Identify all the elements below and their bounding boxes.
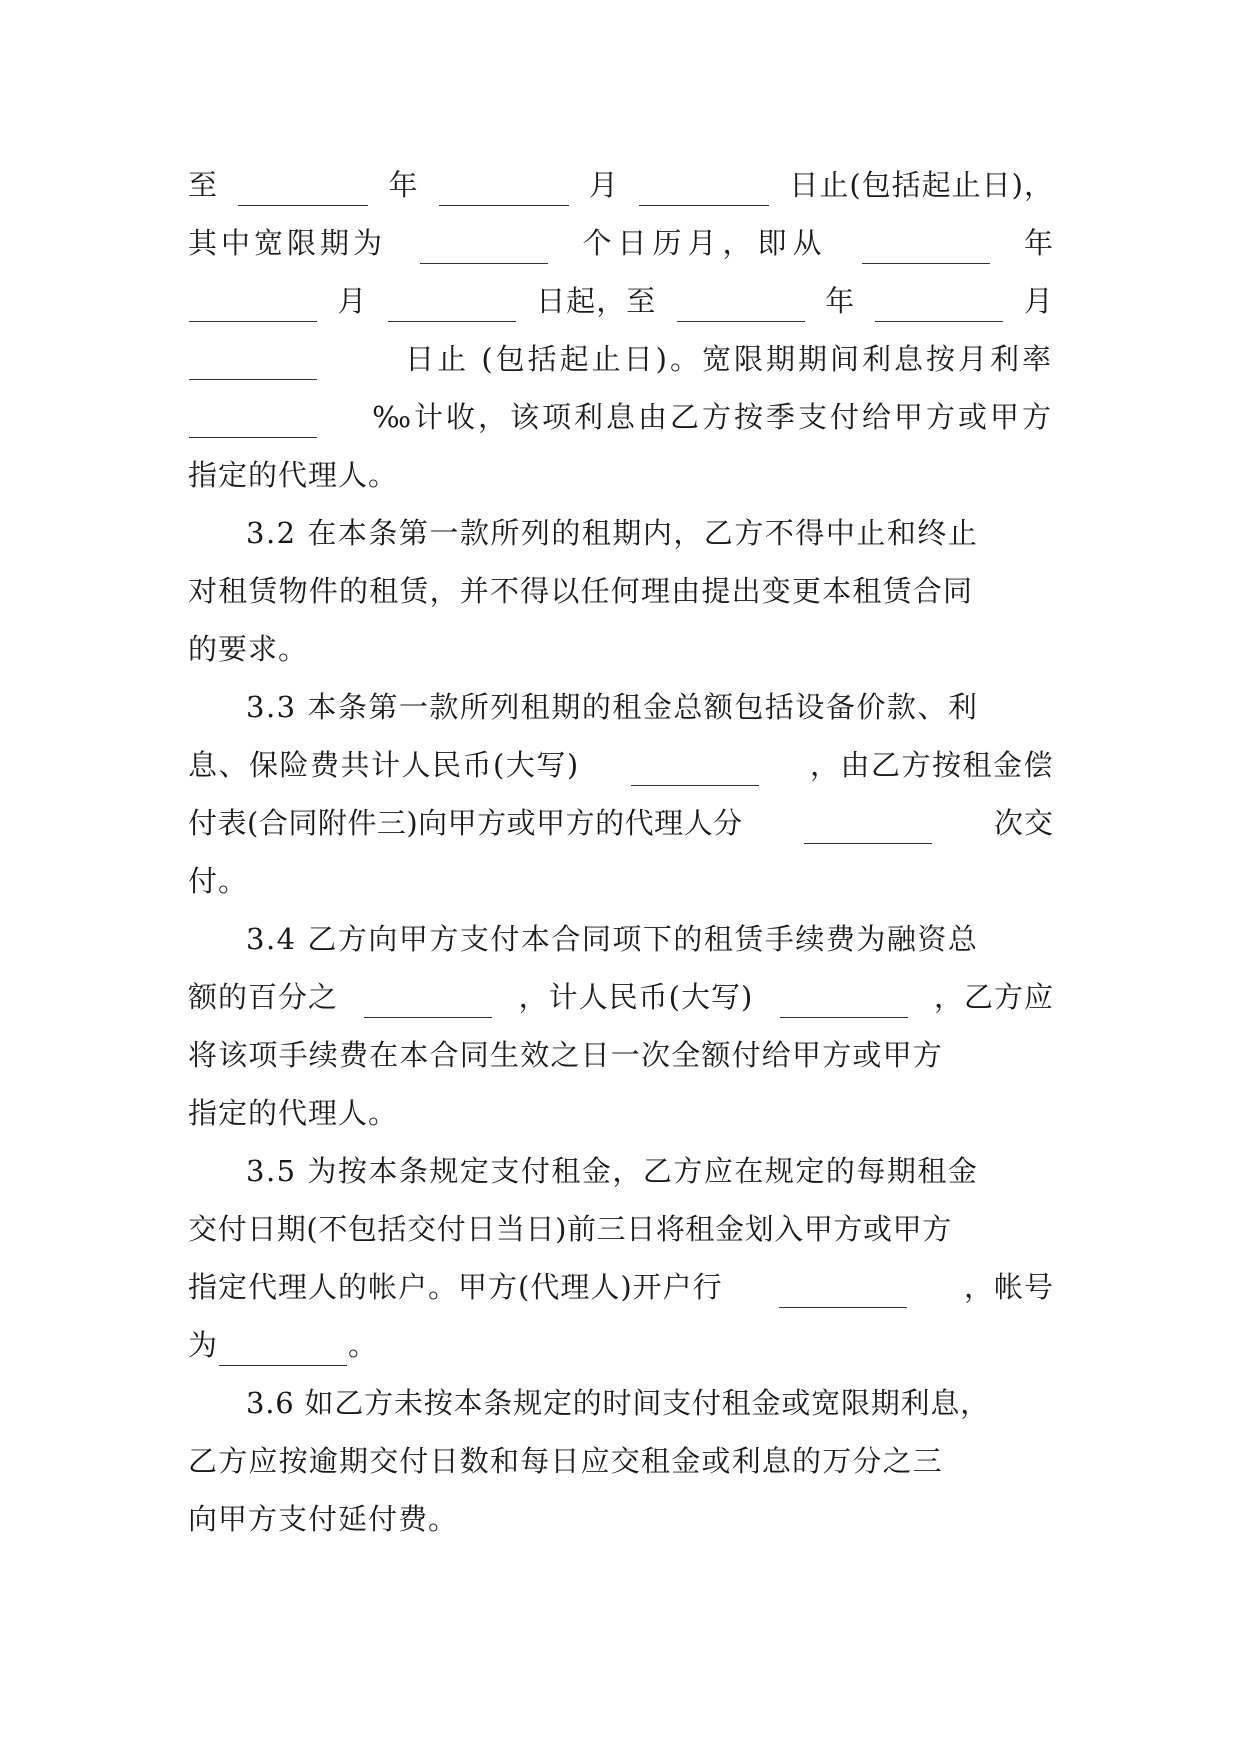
fill-in-blank[interactable] — [189, 351, 317, 380]
text-segment: 付表(合同附件三)向甲方或甲方的代理人分 — [188, 806, 743, 840]
text-line — [188, 910, 1054, 968]
text-segment: 为 — [188, 1328, 219, 1362]
text-segment: 日止(包括起止日)， — [789, 168, 1054, 202]
text-line — [188, 330, 1054, 388]
text-line — [188, 1432, 1054, 1490]
text-segment: ，帐号 — [963, 1270, 1054, 1304]
text-line — [188, 446, 1054, 504]
text-segment: 月 — [1023, 284, 1054, 318]
text-segment: 将该项手续费在本合同生效之日一次全额付给甲方或甲方 — [188, 1038, 944, 1072]
text-segment: 交付日期(不包括交付日当日)前三日将租金划入甲方或甲方 — [188, 1212, 952, 1246]
text-line — [188, 852, 1054, 910]
fill-in-blank[interactable] — [364, 989, 492, 1018]
text-line — [188, 1258, 1054, 1316]
fill-in-blank[interactable] — [804, 815, 932, 844]
text-line — [188, 1084, 1054, 1142]
clause-3-6-text: 3.6 如乙方未按本条规定的时间支付租金或宽限期利息， — [246, 1386, 990, 1420]
text-segment: 付。 — [188, 864, 249, 898]
text-line — [188, 504, 1054, 562]
text-line — [188, 1374, 1054, 1432]
text-segment: 其中宽限期为 — [188, 226, 387, 260]
text-segment: 指定代理人的帐户。甲方(代理人)开户行 — [188, 1270, 723, 1304]
text-segment: 额的百分之 — [188, 980, 339, 1014]
text-segment: 指定的代理人。 — [188, 458, 399, 492]
fill-in-blank[interactable] — [189, 293, 317, 322]
fill-in-blank[interactable] — [439, 177, 569, 206]
text-line — [188, 678, 1054, 736]
text-segment: 日起，至 — [536, 284, 657, 318]
text-segment: 次交 — [993, 806, 1054, 840]
text-segment: 息、保险费共计人民币(大写) — [188, 748, 580, 782]
fill-in-blank[interactable] — [875, 293, 1003, 322]
text-segment: ，乙方应 — [933, 980, 1054, 1014]
text-segment: 月 — [337, 284, 368, 318]
text-segment: 。 — [348, 1328, 379, 1362]
text-line — [188, 388, 1054, 446]
fill-in-blank[interactable] — [238, 177, 368, 206]
fill-in-blank[interactable] — [780, 989, 908, 1018]
text-line — [188, 1316, 1054, 1374]
fill-in-blank[interactable] — [388, 293, 516, 322]
clause-3-2-text: 3.2 在本条第一款所列的租期内，乙方不得中止和终止 — [246, 516, 979, 550]
text-line — [188, 1200, 1054, 1258]
clause-3-4-text: 3.4 乙方向甲方支付本合同项下的租赁手续费为融资总 — [246, 922, 979, 956]
text-segment: 月 — [588, 168, 619, 202]
text-segment: 日止 (包括起止日)。宽限期期间利息按月利率 — [405, 342, 1054, 376]
text-segment: 年 — [1023, 226, 1054, 260]
fill-in-blank[interactable] — [420, 235, 548, 264]
fill-in-blank[interactable] — [677, 293, 805, 322]
text-segment: ，由乙方按租金偿 — [809, 748, 1054, 782]
text-line — [188, 1142, 1054, 1200]
fill-in-blank[interactable] — [779, 1279, 907, 1308]
text-segment: 个日历月，即从 — [582, 226, 828, 260]
text-line — [188, 1490, 1054, 1548]
text-line — [188, 272, 1054, 330]
text-line — [188, 562, 1054, 620]
text-line — [188, 736, 1054, 794]
text-segment: 指定的代理人。 — [188, 1096, 399, 1130]
text-line — [188, 1026, 1054, 1084]
clause-3-5-text: 3.5 为按本条规定支付租金，乙方应在规定的每期租金 — [246, 1154, 979, 1188]
text-segment: 至 — [188, 168, 219, 202]
text-segment: 年 — [825, 284, 856, 318]
fill-in-blank[interactable] — [639, 177, 769, 206]
text-segment: 年 — [388, 168, 419, 202]
fill-in-blank[interactable] — [631, 757, 759, 786]
text-segment: ，计人民币(大写) — [518, 980, 754, 1014]
clause-3-3-text: 3.3 本条第一款所列租期的租金总额包括设备价款、利 — [246, 690, 979, 724]
fill-in-blank[interactable] — [219, 1337, 347, 1366]
text-line — [188, 794, 1054, 852]
text-segment: 向甲方支付延付费。 — [188, 1502, 459, 1536]
text-line — [188, 968, 1054, 1026]
fill-in-blank[interactable] — [189, 409, 317, 438]
text-segment: ‰计收，该项利息由乙方按季支付给甲方或甲方 — [372, 400, 1054, 434]
text-line — [188, 156, 1054, 214]
document-body — [188, 156, 1054, 1548]
text-segment: 对租赁物件的租赁，并不得以任何理由提出变更本租赁合同 — [188, 574, 974, 608]
text-segment: 乙方应按逾期交付日数和每日应交租金或利息的万分之三 — [188, 1444, 944, 1478]
fill-in-blank[interactable] — [862, 235, 990, 264]
text-line — [188, 620, 1054, 678]
text-line — [188, 214, 1054, 272]
text-segment: 的要求。 — [188, 632, 309, 666]
